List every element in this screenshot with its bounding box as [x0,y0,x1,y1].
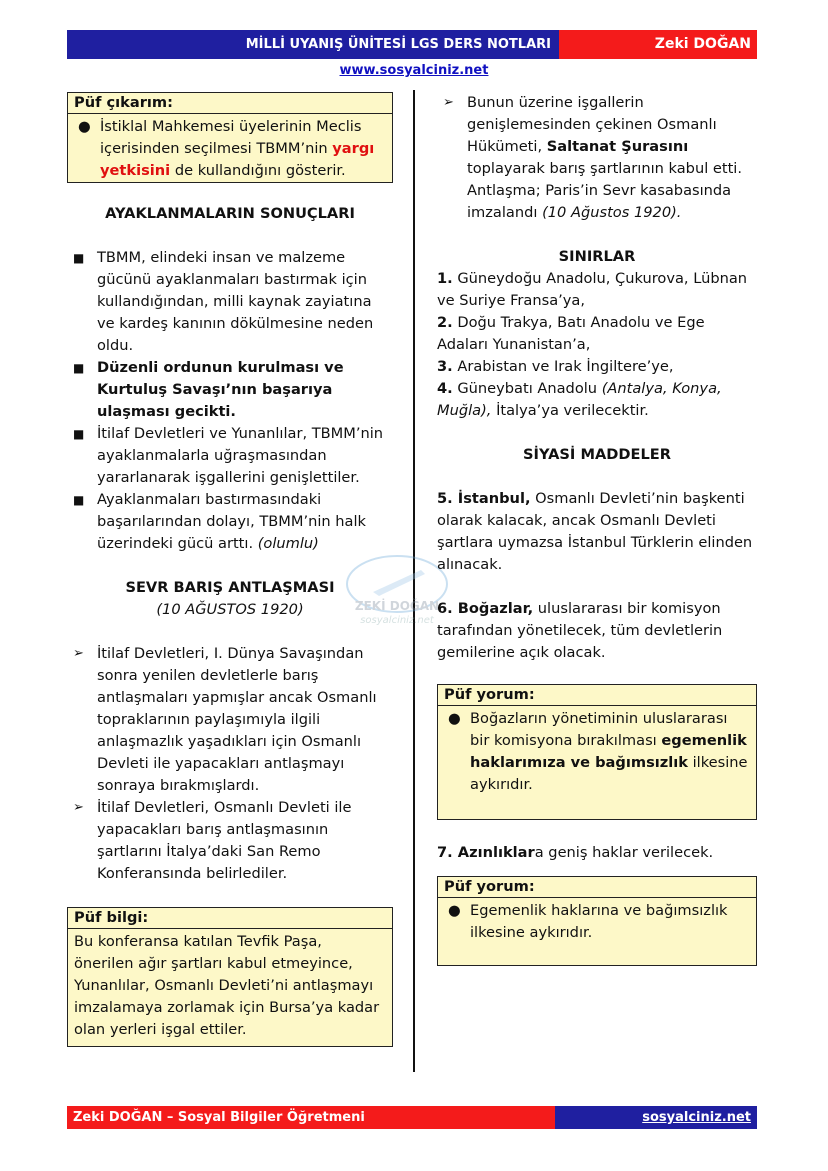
bullet-dot-icon: ● [78,118,91,135]
header-title: MİLLİ UYANIŞ ÜNİTESİ LGS DERS NOTLARI [67,30,559,59]
watermark-name: ZEKİ DOĞAN [354,599,440,613]
list-item: ■ İtilaf Devletleri ve Yunanlılar, TBMM’nin ayaklanmalarla uğraşmasından yararlanarak işgallerini genişlettiler. [73,425,384,486]
arrow-bullet-icon: ➢ [73,646,84,661]
puf-yorum-box-2 [437,876,757,966]
square-bullet-icon: ■ [73,251,85,265]
puf-cikarim-title: Püf çıkarım: [68,93,392,114]
sevr-date: (10 AĞUSTOS 1920) [156,601,304,618]
sevr-heading: SEVR BARIŞ ANTLAŞMASI [125,579,335,596]
watermark-site: sosyalciniz.net [360,615,434,626]
header-bar [67,30,757,59]
puf-yorum-box-1 [437,684,757,820]
puf-cikarim-item: ● İstiklal Mahkemesi üyelerinin Meclis içerisinden seçilmesi TBMM’nin yargı yetkisini de kullandığını gösterir. [78,118,375,179]
square-bullet-icon: ■ [73,427,85,441]
list-item: ■ Düzenli ordunun kurulması ve Kurtuluş Savaşı’nın başarıya ulaşması gecikti. [73,359,344,420]
puf-bilgi-title: Püf bilgi: [68,908,392,929]
puf-cikarim-box [67,92,393,183]
ayaklanma-list [67,247,393,555]
bullet-dot-icon: ● [448,710,461,727]
arrow-bullet-icon: ➢ [73,800,84,815]
header-website-link[interactable]: www.sosyalciniz.net [339,63,489,78]
puf-yorum-title: Püf yorum: [438,685,756,706]
list-item: ➢ İtilaf Devletleri, Osmanlı Devleti ile yapacakları barış antlaşmasının şartlarını İtalya’daki San Remo Konferansında belirlediler. [73,799,352,882]
madde-7: 7. Azınlıklara geniş haklar verilecek. [437,844,714,861]
list-item: ➢ Bunun üzerine işgallerin genişlemesinden çekinen Osmanlı Hükümeti, Saltanat Şurasını toplayarak barış şartlarının kabul etti. Antlaşma; Paris’in Sevr kasabasında imzalandı (10 Ağustos 1920). [443,94,743,221]
madde-6: 6. Boğazlar, uluslararası bir komisyon tarafından yönetilecek, tüm devletlerin gemilerine açık olacak. [437,600,723,661]
footer-website-link[interactable]: sosyalciniz.net [555,1106,757,1129]
sevr-list [67,643,393,885]
footer-author: Zeki DOĞAN – Sosyal Bilgiler Öğretmeni [67,1106,555,1129]
list-item: 3. Arabistan ve Irak İngiltere’ye, [437,358,674,375]
siyasi-heading: SİYASİ MADDELER [523,446,671,463]
sevr-intro [437,92,757,224]
left-column [67,92,393,1047]
footer-bar [67,1106,757,1129]
puf-yorum-item: ● Egemenlik haklarına ve bağımsızlık ilkesine aykırıdır. [448,902,728,941]
list-item: 2. Doğu Trakya, Batı Anadolu ve Ege Adaları Yunanistan’a, [437,314,705,353]
square-bullet-icon: ■ [73,493,85,507]
puf-yorum-title: Püf yorum: [438,877,756,898]
madde-5: 5. İstanbul, Osmanlı Devleti’nin başkenti olarak kalacak, ancak Osmanlı Devleti şartlara uymazsa İstanbul Türklerin elinden alınacak. [437,490,753,573]
list-item: ➢ İtilaf Devletleri, I. Dünya Savaşından sonra yenilen devletlerle barış antlaşmaları yapmışlar ancak Osmanlı topraklarının paylaşımıyla ilgili anlaşmazlık yaşadıkları için Osmanlı Devleti ile yapacakları antlaşmayı sonraya bırakmışlardı. [73,645,377,794]
puf-yorum-item: ● Boğazların yönetiminin uluslararası bir komisyona bırakılması egemenlik haklarımıza ve bağımsızlık ilkesine aykırıdır. [448,710,748,793]
list-item: 1. Güneydoğu Anadolu, Çukurova, Lübnan ve Suriye Fransa’ya, [437,270,748,309]
puf-bilgi-body: Bu konferansa katılan Tevfik Paşa, önerilen ağır şartları kabul etmeyince, Yunanlılar, Osmanlı Devleti’ni antlaşmayı imzalamaya zorlamak için Bursa’ya kadar olan yerleri işgal ettiler. [74,933,380,1038]
highlight-yargi-yetkisi: yargı yetkisini [100,140,375,179]
list-item: 4. Güneybatı Anadolu (Antalya, Konya, Muğla), İtalya’ya verilecektir. [437,380,722,419]
square-bullet-icon: ■ [73,361,85,375]
sinirlar-list [437,268,757,422]
sinirlar-heading: SINIRLAR [558,248,636,265]
list-item: ■ Ayaklanmaları bastırmasındaki başarılarından dolayı, TBMM’nin halk üzerindeki gücü arttı. (olumlu) [73,491,367,552]
list-item: ■ TBMM, elindeki insan ve malzeme gücünü ayaklanmaları bastırmak için kullandığından, milli kaynak zayiatına ve kardeş kanının dökülmesine neden oldu. [73,249,374,354]
right-column [437,92,757,966]
bullet-dot-icon: ● [448,902,461,919]
puf-bilgi-box [67,907,393,1047]
ayaklanma-heading: AYAKLANMALARIN SONUÇLARI [105,205,355,222]
header-author: Zeki DOĞAN [559,30,757,59]
arrow-bullet-icon: ➢ [443,95,454,110]
